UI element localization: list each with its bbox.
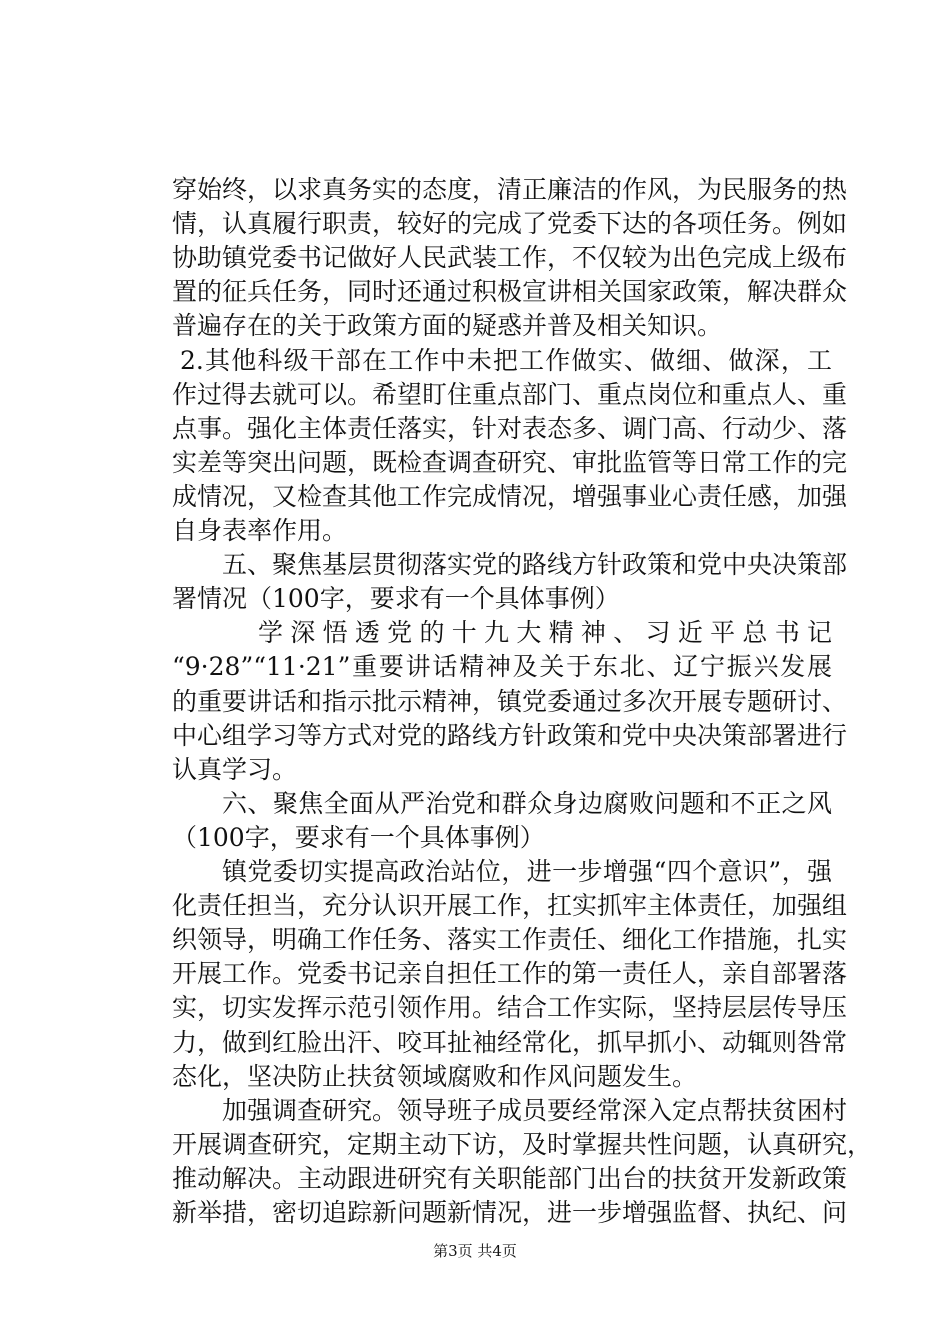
body-line: 加强调查研究。领导班子成员要经常深入定点帮扶贫困村: [222, 1096, 848, 1125]
body-line: 态化，坚决防止扶贫领域腐败和作风问题发生。: [172, 1062, 698, 1091]
body-line: 实，切实发挥示范引领作用。结合工作实际，坚持层层传导压: [172, 993, 848, 1022]
body-line: 认真学习。: [172, 755, 298, 784]
body-line: 织领导，明确工作任务、落实工作责任、细化工作措施，扎实: [172, 925, 848, 954]
body-line: 开展调查研究，定期主动下访，及时掌握共性问题，认真研究，: [172, 1130, 873, 1159]
body-line: 普遍存在的关于政策方面的疑惑并普及相关知识。: [172, 311, 723, 340]
section-heading-line: 五、聚焦基层贯彻落实党的路线方针政策和党中央决策部: [222, 550, 848, 579]
section-heading-line: （100字，要求有一个具体事例）: [172, 823, 545, 852]
body-line: 开展工作。党委书记亲自担任工作的第一责任人，亲自部署落: [172, 959, 848, 988]
body-line: 协助镇党委书记做好人民武装工作，不仅较为出色完成上级布: [172, 243, 848, 272]
body-line: 中心组学习等方式对党的路线方针政策和党中央决策部署进行: [172, 721, 848, 750]
body-line: 穿始终，以求真务实的态度，清正廉洁的作风，为民服务的热: [172, 175, 848, 204]
body-line: 2.其他科级干部在工作中未把工作做实、做细、做深，工: [180, 346, 832, 375]
section-heading-line: 署情况（100字，要求有一个具体事例）: [172, 584, 620, 613]
page-footer: 第3页 共4页: [433, 1242, 517, 1260]
section-heading-line: 六、聚焦全面从严治党和群众身边腐败问题和不正之风: [222, 789, 832, 818]
body-line: 新举措，密切追踪新问题新情况，进一步增强监督、执纪、问: [172, 1198, 848, 1227]
body-line: 化责任担当，充分认识开展工作，扛实抓牢主体责任，加强组: [172, 891, 848, 920]
body-line: 情，认真履行职责，较好的完成了党委下达的各项任务。例如: [172, 209, 848, 238]
body-line: 自身表率作用。: [172, 516, 348, 545]
body-line: 作过得去就可以。希望盯住重点部门、重点岗位和重点人、重: [172, 380, 848, 409]
body-line: 推动解决。主动跟进研究有关职能部门出台的扶贫开发新政策: [172, 1164, 848, 1193]
body-line: 力，做到红脸出汗、咬耳扯袖经常化，抓早抓小、动辄则咎常: [172, 1028, 848, 1057]
body-line: 点事。强化主体责任落实，针对表态多、调门高、行动少、落: [172, 414, 848, 443]
body-line: 实差等突出问题，既检查调查研究、审批监管等日常工作的完: [172, 448, 848, 477]
body-line: 镇党委切实提高政治站位，进一步增强“四个意识”，强: [222, 857, 832, 886]
body-line: 学深悟透党的十九大精神、习近平总书记: [258, 618, 832, 647]
body-line: 置的征兵任务，同时还通过积极宣讲相关国家政策，解决群众: [172, 277, 848, 306]
body-line: “9·28”“11·21”重要讲话精神及关于东北、辽宁振兴发展: [172, 652, 832, 681]
body-line: 成情况，又检查其他工作完成情况，增强事业心责任感，加强: [172, 482, 848, 511]
body-line: 的重要讲话和指示批示精神，镇党委通过多次开展专题研讨、: [172, 687, 848, 716]
